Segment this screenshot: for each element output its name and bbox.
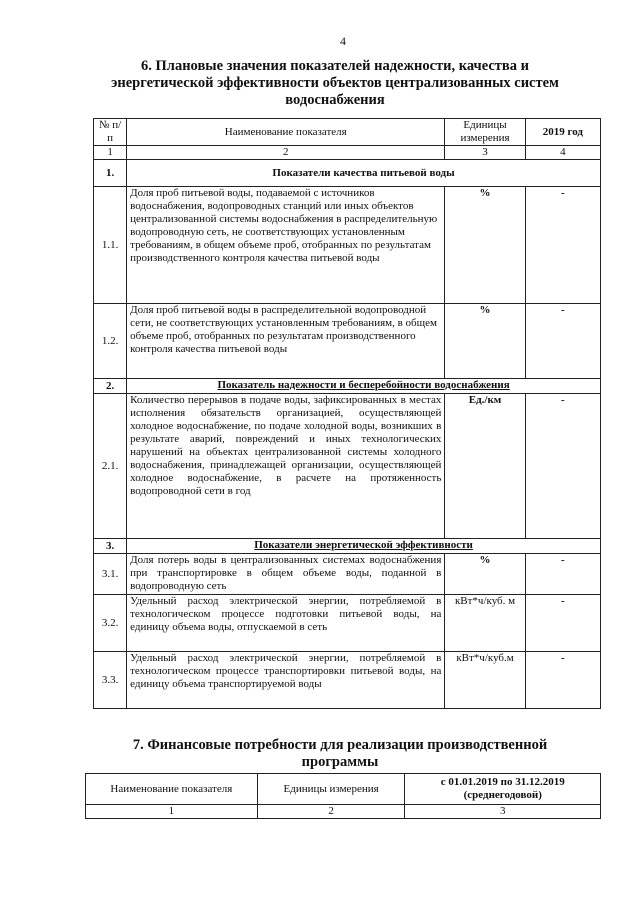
group-num: 2. (94, 379, 127, 394)
header-year: 2019 год (525, 119, 600, 146)
table-row (94, 304, 601, 379)
finance-header-period: с 01.01.2019 по 31.12.2019 (среднегодовой) (405, 774, 601, 805)
table-row (94, 554, 601, 595)
row-name: Доля проб питьевой воды в распределительной водопроводной сети, не соответствующих установленным требованиям, в общем объеме проб, отобранных по результатам производственного контроля качества питьевой воды (127, 304, 445, 379)
row-value: - (525, 595, 600, 652)
row-unit: кВт*ч/куб.м (445, 652, 525, 709)
section-6-title: 6. Плановые значения показателей надежности, качества и энергетической эффективности объектов централизованных систем водоснабжения (111, 58, 559, 108)
row-unit: Ед./км (445, 394, 525, 539)
col-num-2: 2 (127, 146, 445, 160)
row-unit: % (445, 187, 525, 304)
header-num: № п/п (94, 119, 127, 146)
row-name: Количество перерывов в подаче воды, зафиксированных в местах исполнения обязательств организацией, осуществляющей холодное водоснабжение, по подаче холодной воды, возникших в результате аварий, повреждений и иных технологических нарушений на объектах централизованной системы холодного водоснабжения, принадлежащей организации, осуществляющей холодное водоснабжение, в расчете на протяженность водопроводной сети в год (127, 394, 445, 539)
row-name: Удельный расход электрической энергии, потребляемой в технологическом процессе подготовки питьевой воды, на единицу объема воды, отпускаемой в сеть (127, 595, 445, 652)
section-7-title: 7. Финансовые потребности для реализации производственной программы (132, 737, 548, 770)
row-value: - (525, 394, 600, 539)
finance-table (85, 773, 601, 819)
row-num: 1.1. (94, 187, 127, 304)
finance-header-row (86, 774, 601, 805)
table-header-row (94, 119, 601, 146)
group-row (94, 160, 601, 187)
group-title: Показатели качества питьевой воды (127, 160, 601, 187)
row-num: 3.2. (94, 595, 127, 652)
row-unit: кВт*ч/куб. м (445, 595, 525, 652)
row-name: Доля потерь воды в централизованных системах водоснабжения при транспортировке в общем объеме воды, поданной в водопроводную сеть (127, 554, 445, 595)
header-unit: Единицы измерения (445, 119, 525, 146)
table-row (94, 394, 601, 539)
row-name: Доля проб питьевой воды, подаваемой с источников водоснабжения, водопроводных станций или иных объектов централизованной системы водоснабжения в распределительную водопроводную сеть, не соответствующих установленным требованиям, в общем объеме проб, отобранных по результатам производственного контроля качества питьевой воды (127, 187, 445, 304)
page-number: 4 (340, 34, 346, 48)
row-value: - (525, 652, 600, 709)
group-row (94, 379, 601, 394)
row-unit: % (445, 304, 525, 379)
header-name: Наименование показателя (127, 119, 445, 146)
group-num: 1. (94, 160, 127, 187)
table-row (94, 187, 601, 304)
finance-header-name: Наименование показателя (86, 774, 258, 805)
table-row (94, 652, 601, 709)
row-num: 3.1. (94, 554, 127, 595)
row-num: 1.2. (94, 304, 127, 379)
row-value: - (525, 554, 600, 595)
row-value: - (525, 304, 600, 379)
group-num: 3. (94, 539, 127, 554)
col-num-4: 4 (525, 146, 600, 160)
row-value: - (525, 187, 600, 304)
row-num: 2.1. (94, 394, 127, 539)
finance-header-unit: Единицы измерения (257, 774, 405, 805)
finance-col-numbers-row (86, 805, 601, 819)
indicators-table (93, 118, 601, 709)
col-num-3: 3 (445, 146, 525, 160)
row-unit: % (445, 554, 525, 595)
group-title: Показатель надежности и бесперебойности водоснабжения (127, 379, 601, 394)
finance-col-num-3: 3 (405, 805, 601, 819)
finance-col-num-1: 1 (86, 805, 258, 819)
row-num: 3.3. (94, 652, 127, 709)
col-num-1: 1 (94, 146, 127, 160)
row-name: Удельный расход электрической энергии, потребляемой в технологическом процессе транспортировки питьевой воды, на единицу объема транспортируемой воды (127, 652, 445, 709)
finance-col-num-2: 2 (257, 805, 405, 819)
column-numbers-row (94, 146, 601, 160)
group-title: Показатели энергетической эффективности (127, 539, 601, 554)
group-row (94, 539, 601, 554)
table-row (94, 595, 601, 652)
